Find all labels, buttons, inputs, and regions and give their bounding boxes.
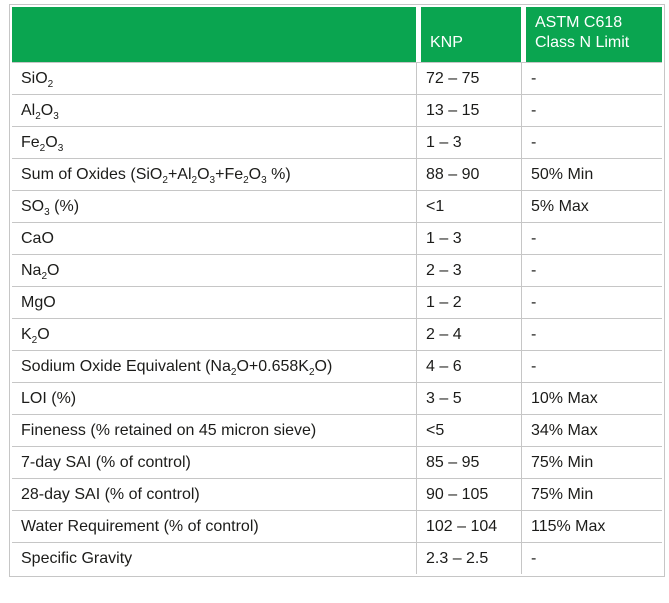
table-row	[12, 94, 662, 126]
table-row	[12, 158, 662, 190]
knp-value-cell: 2 – 3	[416, 254, 521, 286]
header-parameter-cell	[12, 7, 416, 62]
table-row	[12, 350, 662, 382]
astm-limit-cell: -	[521, 254, 662, 286]
knp-value-cell: 85 – 95	[416, 446, 521, 478]
knp-value-cell: 90 – 105	[416, 478, 521, 510]
header-row	[12, 7, 662, 62]
parameter-label-cell: Specific Gravity	[12, 542, 416, 574]
header-astm-limit-cell: ASTM C618 Class N Limit	[521, 7, 662, 62]
table-row	[12, 62, 662, 94]
parameter-label-cell: $Na_2O$	[12, 254, 416, 286]
astm-limit-cell: -	[521, 222, 662, 254]
parameter-label-cell: LOI (%)	[12, 382, 416, 414]
table-row	[12, 382, 662, 414]
astm-limit-cell: 50% Min	[521, 158, 662, 190]
knp-value-cell: 88 – 90	[416, 158, 521, 190]
parameter-label-cell: $Al_2O_3$	[12, 94, 416, 126]
knp-value-cell: 1 – 3	[416, 126, 521, 158]
table-row	[12, 446, 662, 478]
astm-limit-cell: 75% Min	[521, 446, 662, 478]
knp-value-cell: 72 – 75	[416, 62, 521, 94]
knp-value-cell: 102 – 104	[416, 510, 521, 542]
spec-table-container	[9, 4, 665, 577]
astm-limit-cell: 75% Min	[521, 478, 662, 510]
parameter-label-cell: 7-day SAI (% of control)	[12, 446, 416, 478]
parameter-label-cell: $SO_3$ (%)	[12, 190, 416, 222]
knp-value-cell: 1 – 3	[416, 222, 521, 254]
knp-value-cell: 2.3 – 2.5	[416, 542, 521, 574]
astm-limit-cell: -	[521, 126, 662, 158]
knp-value-cell: 4 – 6	[416, 350, 521, 382]
astm-limit-cell: -	[521, 542, 662, 574]
parameter-label-cell: MgO	[12, 286, 416, 318]
knp-value-cell: 1 – 2	[416, 286, 521, 318]
parameter-label-cell: Sodium Oxide Equivalent $(Na_2O+0.658K_2O)$	[12, 350, 416, 382]
astm-limit-cell: -	[521, 94, 662, 126]
table-row	[12, 126, 662, 158]
astm-limit-cell: 5% Max	[521, 190, 662, 222]
table-row	[12, 318, 662, 350]
table-row	[12, 510, 662, 542]
astm-limit-cell: 10% Max	[521, 382, 662, 414]
table-row	[12, 286, 662, 318]
astm-limit-cell: -	[521, 62, 662, 94]
parameter-label-cell: Water Requirement (% of control)	[12, 510, 416, 542]
astm-limit-cell: 115% Max	[521, 510, 662, 542]
table-row	[12, 542, 662, 574]
table-row	[12, 222, 662, 254]
spec-table	[12, 7, 662, 574]
parameter-label-cell: $K_2O$	[12, 318, 416, 350]
parameter-label-cell: 28-day SAI (% of control)	[12, 478, 416, 510]
astm-limit-cell: -	[521, 286, 662, 318]
knp-value-cell: <1	[416, 190, 521, 222]
table-row	[12, 254, 662, 286]
header-knp-cell: KNP	[416, 7, 521, 62]
table-row	[12, 478, 662, 510]
astm-limit-cell: 34% Max	[521, 414, 662, 446]
knp-value-cell: <5	[416, 414, 521, 446]
table-row	[12, 414, 662, 446]
parameter-label-cell: Fineness (% retained on 45 micron sieve)	[12, 414, 416, 446]
astm-limit-cell: -	[521, 318, 662, 350]
astm-limit-cell: -	[521, 350, 662, 382]
knp-value-cell: 3 – 5	[416, 382, 521, 414]
parameter-label-cell: $Fe_2O_3$	[12, 126, 416, 158]
parameter-label-cell: CaO	[12, 222, 416, 254]
table-row	[12, 190, 662, 222]
table-header	[12, 7, 662, 62]
table-body	[12, 62, 662, 574]
knp-value-cell: 13 – 15	[416, 94, 521, 126]
parameter-label-cell: Sum of Oxides ($SiO_2+Al_2O_3+Fe_2O_3$ %)	[12, 158, 416, 190]
parameter-label-cell: SiO$_2$	[12, 62, 416, 94]
knp-value-cell: 2 – 4	[416, 318, 521, 350]
